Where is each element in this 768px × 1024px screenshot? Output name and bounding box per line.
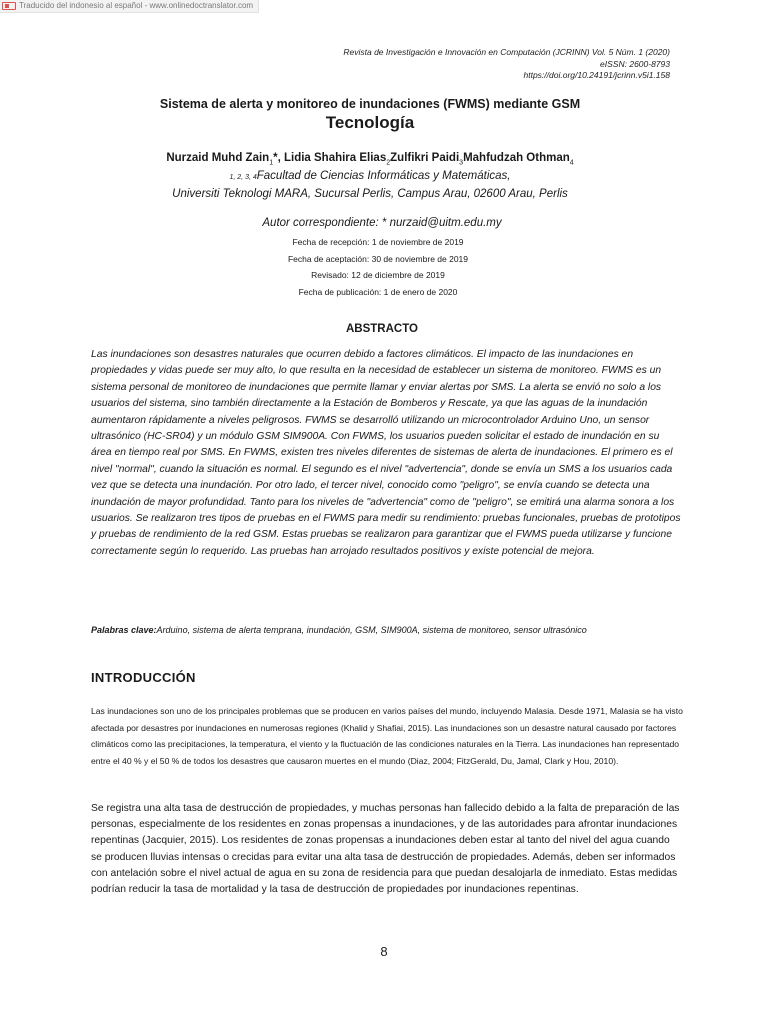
banner-text: Traducido del indonesio al español - www.onlinedoctranslator.com bbox=[19, 1, 254, 10]
author-2: Lidia Shahira Elias bbox=[283, 152, 387, 164]
intro-paragraph-1: Las inundaciones son uno de los principales problemas que se producen en varios países del mundo, incluyendo Malasia. Desde 1971, Malasia se ha visto afectada por desastres por inundaciones en numerosas regiones (Khalid y Shafiai, 2015). Las inundaciones son un desastre natural causado por factores climáticos como las precipitaciones, la temperatura, el viento y la fluctuación de las condiciones naturales en la Tierra. Las inundaciones han representado entre el 40 % y el 50 % de todos los desastres que causaron muertes en el mundo (Diaz, 2004; FitzGerald, Du, Jamal, Clark y Hou, 2010). bbox=[91, 706, 683, 766]
affiliation bbox=[0, 168, 740, 202]
author-3: Zulfikri Paidi bbox=[390, 152, 460, 164]
date-list bbox=[0, 234, 756, 300]
paper-title-continuation: Tecnología bbox=[325, 113, 415, 132]
author-2-index: 2 bbox=[386, 159, 391, 167]
intro-paragraph-2: Se registra una alta tasa de destrucción de propiedades, y muchas personas han fallecido debido a la falta de preparación de las personas, especialmente de los residentes en zonas propensas a inundaciones, y de las autoridades para afrontar inundaciones repentinas (Jacquier, 2015). Los residentes de zonas propensas a inundaciones deben estar al tanto del nivel del agua cuando se producen lluvias intensas o crecidas para evitar una alta tasa de destrucción de propiedades. Además, deben ser informados con antelación sobre el nivel actual de agua en su zona de residencia para que puedan desalojarla de inmediato. Estas medidas podrían reducir la tasa de mortalidad y la tasa de destrucción de propiedades por inundaciones repentinas. bbox=[91, 803, 680, 896]
keywords bbox=[91, 625, 691, 635]
abstract-heading: ABSTRACTO bbox=[346, 323, 418, 335]
corresponding-author: Autor correspondiente: * nurzaid@uitm.edu.my bbox=[262, 217, 502, 229]
journal-eissn: eISSN: 2600-8793 bbox=[600, 58, 670, 69]
affiliation-indices: 1, 2, 3, 4 bbox=[229, 174, 257, 181]
section-heading-introduction: INTRODUCCIÓN bbox=[91, 670, 196, 685]
author-4: Mahfudzah Othman bbox=[463, 152, 570, 164]
author-1: Nurzaid Muhd Zain bbox=[166, 152, 270, 164]
keywords-label: Palabras clave: bbox=[91, 625, 157, 635]
abstract-text: Las inundaciones son desastres naturales que ocurren debido a factores climáticos. El impacto de las inundaciones en propiedades y vidas puede ser muy alto, lo que resulta en la necesidad de establecer un sistema de monitoreo. FWMS es un sistema personal de monitoreo de inundaciones que permite llamar y enviar alertas por SMS. La alerta se envió no solo a los usuarios del sistema, sino también directamente a la Estación de Bomberos y Rescate, ya que las aguas de la inundación aumentaron rápidamente a niveles peligrosos. FWMS se desarrolló utilizando un microcontrolador Arduino Uno, un sensor ultrasónico (HC-SR04) y un módulo GSM SIM900A. Con FWMS, los usuarios pueden solicitar el estado de inundación en su área en tiempo real por SMS. En FWMS, existen tres niveles diferentes de sistemas de alerta de inundaciones. El primero es el nivel "normal", cuando la situación es normal. El segundo es el nivel "advertencia", donde se envía un SMS a los usuarios cada vez que se detecta una inundación. Por otro lado, el tercer nivel, conocido como "peligro", se envía cuando se detecta una inundación de mayor profundidad. Tanto para los niveles de "advertencia" como de "peligro", se emitirá una alarma sonora a los usuarios. Se realizaron tres tipos de pruebas en el FWMS para medir su rendimiento: pruebas funcionales, pruebas de prototipos y pruebas de rendimiento de la red GSM. Estas pruebas se realizaron para garantizar que el FWMS pueda utilizarse y funcione correctamente según lo requerido. Las pruebas han arrojado resultados positivos y existe potencial de mejora. bbox=[91, 349, 681, 557]
author-4-index: 4 bbox=[569, 159, 574, 167]
author-1-mark: *, bbox=[273, 152, 284, 164]
author-3-index: 3 bbox=[459, 159, 464, 167]
author-list bbox=[0, 152, 740, 166]
date-revised: Revisado: 12 de diciembre de 2019 bbox=[311, 270, 445, 280]
translator-logo-icon bbox=[2, 2, 16, 10]
journal-doi: https://doi.org/10.24191/jcrinn.v5i1.158 bbox=[523, 70, 670, 80]
date-received: Fecha de recepción: 1 de noviembre de 2019 bbox=[292, 237, 464, 247]
translation-banner[interactable] bbox=[0, 0, 259, 13]
keywords-text: Arduino, sistema de alerta temprana, inundación, GSM, SIM900A, sistema de monitoreo, sensor ultrasónico bbox=[156, 625, 587, 635]
date-accepted: Fecha de aceptación: 30 de noviembre de 2019 bbox=[287, 253, 469, 264]
author-1-index: 1 bbox=[269, 159, 274, 167]
affiliation-line-1: Facultad de Ciencias Informáticas y Matemáticas, bbox=[256, 170, 511, 182]
page-number: 8 bbox=[380, 944, 388, 959]
date-published: Fecha de publicación: 1 de enero de 2020 bbox=[298, 286, 458, 297]
journal-header bbox=[343, 47, 670, 82]
paper-title: Sistema de alerta y monitoreo de inundaciones (FWMS) mediante GSM bbox=[159, 97, 581, 111]
affiliation-line-2: Universiti Teknologi MARA, Sucursal Perlis, Campus Arau, 02600 Arau, Perlis bbox=[172, 188, 568, 200]
journal-name: Revista de Investigación e Innovación en Computación (JCRINN) Vol. 5 Núm. 1 (2020) bbox=[343, 47, 670, 57]
